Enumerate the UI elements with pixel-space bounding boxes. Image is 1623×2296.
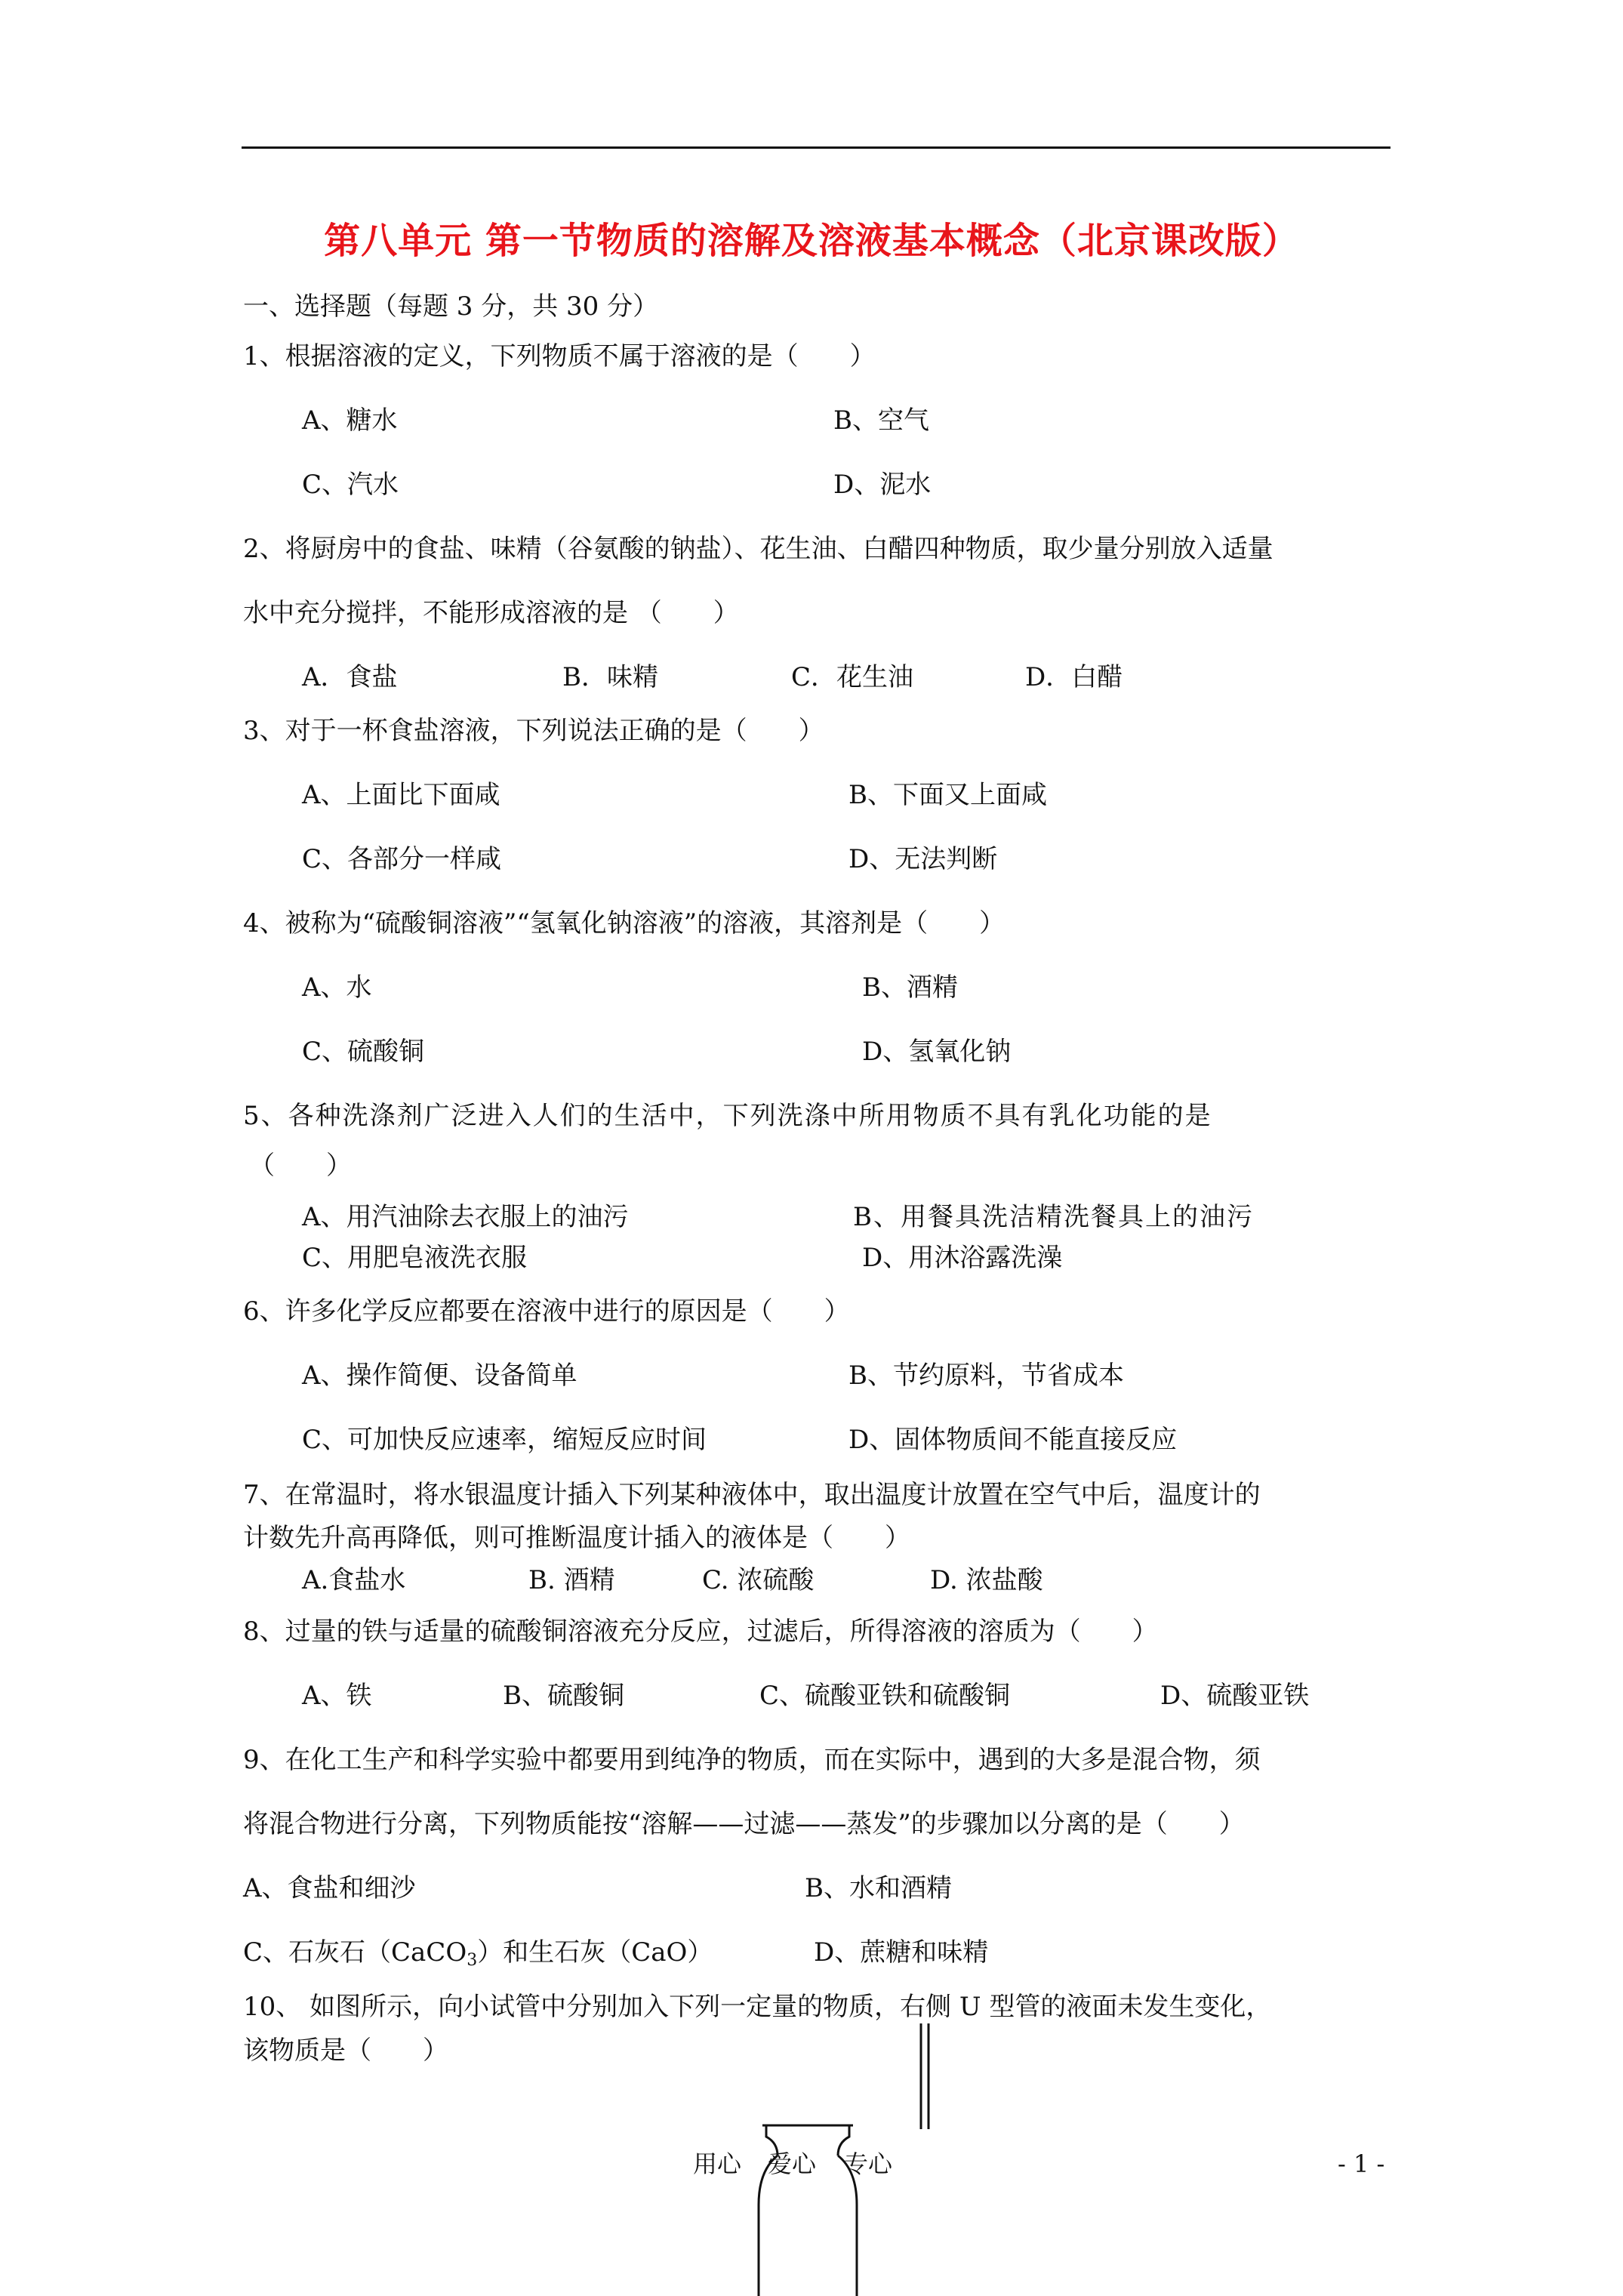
q9-option-c-text: C、石灰石（CaCO xyxy=(243,1937,467,1968)
question-9-stem-line-1: 9、在化工生产和科学实验中都要用到纯净的物质，而在实际中，遇到的大多是混合物，须 xyxy=(243,1745,1261,1775)
q3-option-c: C、各部分一样咸 xyxy=(302,844,502,874)
question-5-stem-line-2: （ ） xyxy=(249,1151,352,1181)
page-number: - 1 - xyxy=(1338,2150,1385,2178)
question-7-stem-line-2: 计数先升高再降低，则可推断温度计插入的液体是（ ） xyxy=(243,1523,910,1553)
q6-option-d: D、固体物质间不能直接反应 xyxy=(848,1425,1178,1455)
question-2-stem-line-1: 2、将厨房中的食盐、味精（谷氨酸的钠盐）、花生油、白醋四种物质，取少量分别放入适量 xyxy=(243,534,1273,564)
q4-option-c: C、硫酸铜 xyxy=(302,1037,425,1067)
q5-option-c: C、用肥皂液洗衣服 xyxy=(302,1243,528,1273)
q7-option-d: D. 浓盐酸 xyxy=(930,1565,1043,1595)
q7-option-a: A.食盐水 xyxy=(302,1565,406,1595)
q8-option-d: D、硫酸亚铁 xyxy=(1160,1681,1310,1711)
question-10-stem-line-2: 该物质是（ ） xyxy=(243,2036,448,2066)
question-1-stem: 1、根据溶液的定义，下列物质不属于溶液的是（ ） xyxy=(243,341,876,371)
q4-option-a: A、水 xyxy=(302,972,372,1003)
question-4-stem: 4、被称为“硫酸铜溶液”“氢氧化钠溶液”的溶液，其溶剂是（ ） xyxy=(243,908,1006,938)
footer-right: 专心 xyxy=(844,2150,893,2178)
question-6-stem: 6、许多化学反应都要在溶液中进行的原因是（ ） xyxy=(243,1296,850,1327)
page-title: 第八单元 第一节物质的溶解及溶液基本概念（北京课改版） xyxy=(324,220,1299,262)
q2-option-d: D．白醋 xyxy=(1025,662,1123,692)
q1-option-a: A、糖水 xyxy=(302,405,398,436)
q8-option-c: C、硫酸亚铁和硫酸铜 xyxy=(759,1681,1011,1711)
q2-option-b: B．味精 xyxy=(562,662,658,692)
q6-option-a: A、操作简便、设备简单 xyxy=(302,1361,577,1391)
q3-option-d: D、无法判断 xyxy=(848,844,998,874)
question-10-stem-line-1: 10、 如图所示，向小试管中分别加入下列一定量的物质，右侧 U 型管的液面未发生变化， xyxy=(243,1992,1272,2022)
q4-option-b: B、酒精 xyxy=(862,972,958,1003)
question-7-stem-line-1: 7、在常温时，将水银温度计插入下列某种液体中，取出温度计放置在空气中后，温度计的 xyxy=(243,1480,1261,1510)
section-heading: 一、选择题（每题 3 分，共 30 分） xyxy=(243,291,659,322)
footer-middle: 爱心 xyxy=(768,2150,817,2178)
q8-option-b: B、硫酸铜 xyxy=(503,1681,624,1711)
q1-option-c: C、汽水 xyxy=(302,470,399,500)
q7-option-c: C. 浓硫酸 xyxy=(702,1565,815,1595)
q1-option-d: D、泥水 xyxy=(833,470,932,500)
footer-left: 用心 xyxy=(693,2150,742,2178)
q9-option-c xyxy=(243,1937,713,1968)
question-8-stem: 8、过量的铁与适量的硫酸铜溶液充分反应，过滤后，所得溶液的溶质为（ ） xyxy=(243,1616,1158,1647)
q9-option-c-tail: ）和生石灰（CaO） xyxy=(477,1937,713,1968)
q6-option-c: C、可加快反应速率，缩短反应时间 xyxy=(302,1425,707,1455)
q6-option-b: B、节约原料，节省成本 xyxy=(848,1361,1124,1391)
q9-option-d: D、蔗糖和味精 xyxy=(814,1937,989,1968)
q9-option-a: A、食盐和细沙 xyxy=(243,1873,416,1903)
question-5-stem-line-1: 5、各种洗涤剂广泛进入人们的生活中，下列洗涤中所用物质不具有乳化功能的是 xyxy=(243,1101,1212,1131)
q5-option-a: A、用汽油除去衣服上的油污 xyxy=(302,1202,629,1232)
q8-option-a: A、铁 xyxy=(302,1681,372,1711)
q1-option-b: B、空气 xyxy=(833,405,929,436)
q7-option-b: B. 酒精 xyxy=(528,1565,615,1595)
q5-option-b: B、用餐具洗洁精洗餐具上的油污 xyxy=(853,1202,1254,1232)
question-3-stem: 3、对于一杯食盐溶液，下列说法正确的是（ ） xyxy=(243,716,824,746)
question-9-stem-line-2: 将混合物进行分离，下列物质能按“溶解——过滤——蒸发”的步骤加以分离的是（ ） xyxy=(243,1809,1245,1839)
q2-option-a: A．食盐 xyxy=(302,662,398,692)
header-rule xyxy=(242,146,1390,149)
q9-option-c-subscript: 3 xyxy=(467,1951,478,1970)
question-2-stem-line-2: 水中充分搅拌，不能形成溶液的是 （ ） xyxy=(243,598,739,628)
q4-option-d: D、氢氧化钠 xyxy=(862,1037,1012,1067)
q3-option-a: A、上面比下面咸 xyxy=(302,780,500,810)
q2-option-c: C．花生油 xyxy=(791,662,914,692)
q3-option-b: B、下面又上面咸 xyxy=(848,780,1047,810)
q5-option-d: D、用沐浴露洗澡 xyxy=(862,1243,1063,1273)
q9-option-b: B、水和酒精 xyxy=(805,1873,952,1903)
